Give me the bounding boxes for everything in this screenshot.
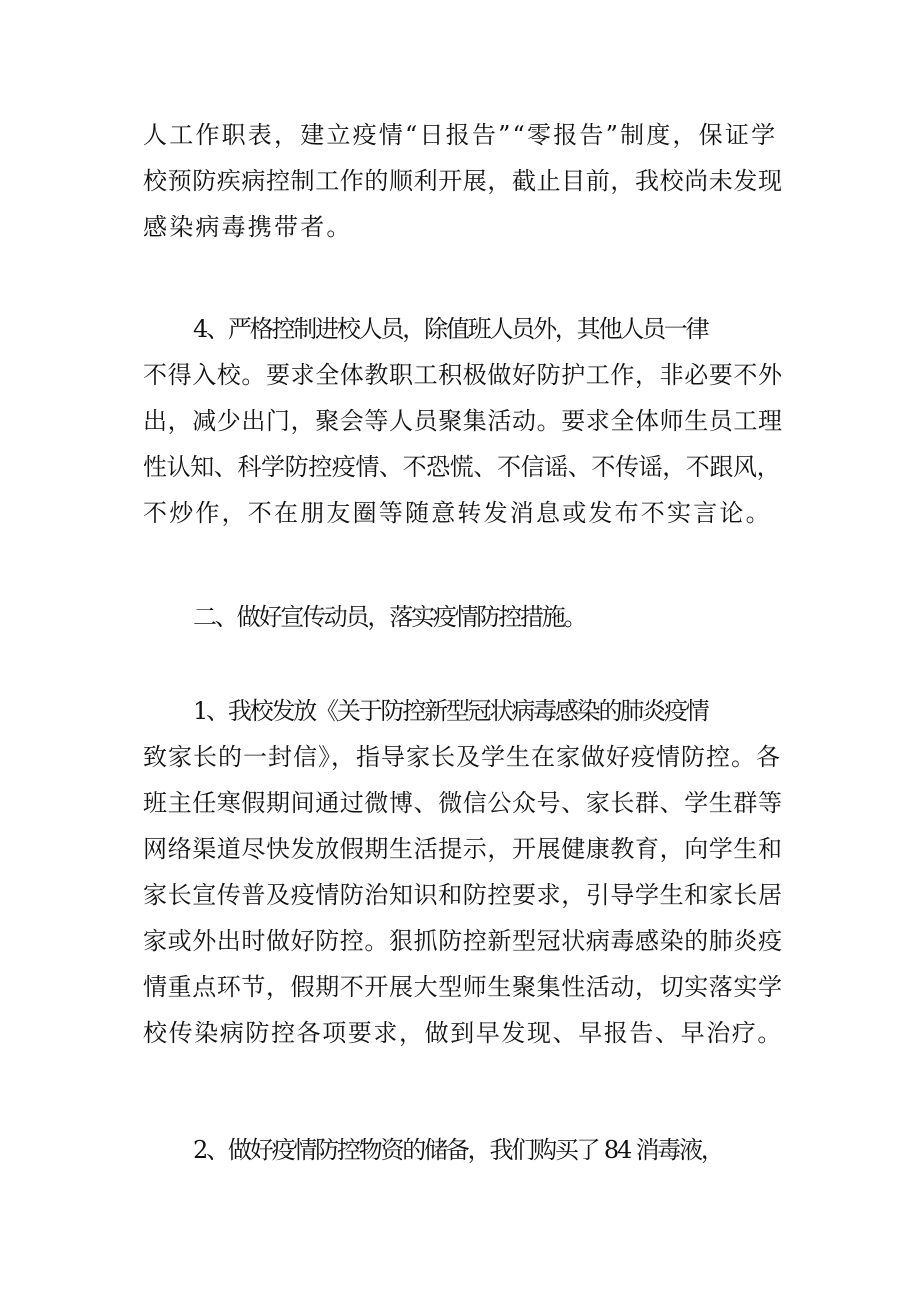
paragraph-section-2-item-1 xyxy=(143,688,783,1056)
text-line: 校预防疾病控制工作的顺利开展，截止目前，我校尚未发现 xyxy=(143,167,783,195)
text-line: 网络渠道尽快发放假期生活提示，开展健康教育，向学生和 xyxy=(143,835,783,863)
section-heading xyxy=(143,594,783,640)
paragraph-continuation xyxy=(143,112,783,250)
text-line: 家长宣传普及疫情防治知识和防控要求，引导学生和家长居 xyxy=(143,881,783,909)
paragraph-item-4 xyxy=(143,306,783,536)
text-line: 二、做好宣传动员，落实疫情防控措施。 xyxy=(193,603,586,631)
text-line: 4、严格控制进校人员，除值班人员外，其他人员一律 xyxy=(193,315,708,343)
text-line: 致家长的一封信》，指导家长及学生在家做好疫情防控。各 xyxy=(143,743,781,771)
text-line: 感染病毒携带者。 xyxy=(143,213,353,241)
text-line: 1、我校发放《关于防控新型冠状病毒感染的肺炎疫情 xyxy=(193,697,708,725)
text-line: 不炒作，不在朋友圈等随意转发消息或发布不实言论。 xyxy=(143,499,772,527)
text-line: 不得入校。要求全体教职工积极做好防护工作，非必要不外 xyxy=(143,361,783,389)
text-line: 性认知、科学防控疫情、不恐慌、不信谣、不传谣，不跟风， xyxy=(143,453,781,481)
text-line: 人工作职表，建立疫情“日报告”“零报告”制度，保证学 xyxy=(143,121,778,149)
text-line: 班主任寒假期间通过微博、微信公众号、家长群、学生群等 xyxy=(143,789,783,817)
text-line: 出，减少出门，聚会等人员聚集活动。要求全体师生员工理 xyxy=(143,407,783,435)
text-line: 2、做好疫情防控物资的储备，我们购买了 84 消毒液， xyxy=(193,1136,723,1164)
text-line: 家或外出时做好防控。狠抓防控新型冠状病毒感染的肺炎疫 xyxy=(143,927,783,955)
text-line: 情重点环节，假期不开展大型师生聚集性活动，切实落实学 xyxy=(143,973,783,1001)
text-line: 校传染病防控各项要求，做到早发现、早报告、早治疗。 xyxy=(143,1019,783,1047)
paragraph-section-2-item-2 xyxy=(143,1127,783,1173)
